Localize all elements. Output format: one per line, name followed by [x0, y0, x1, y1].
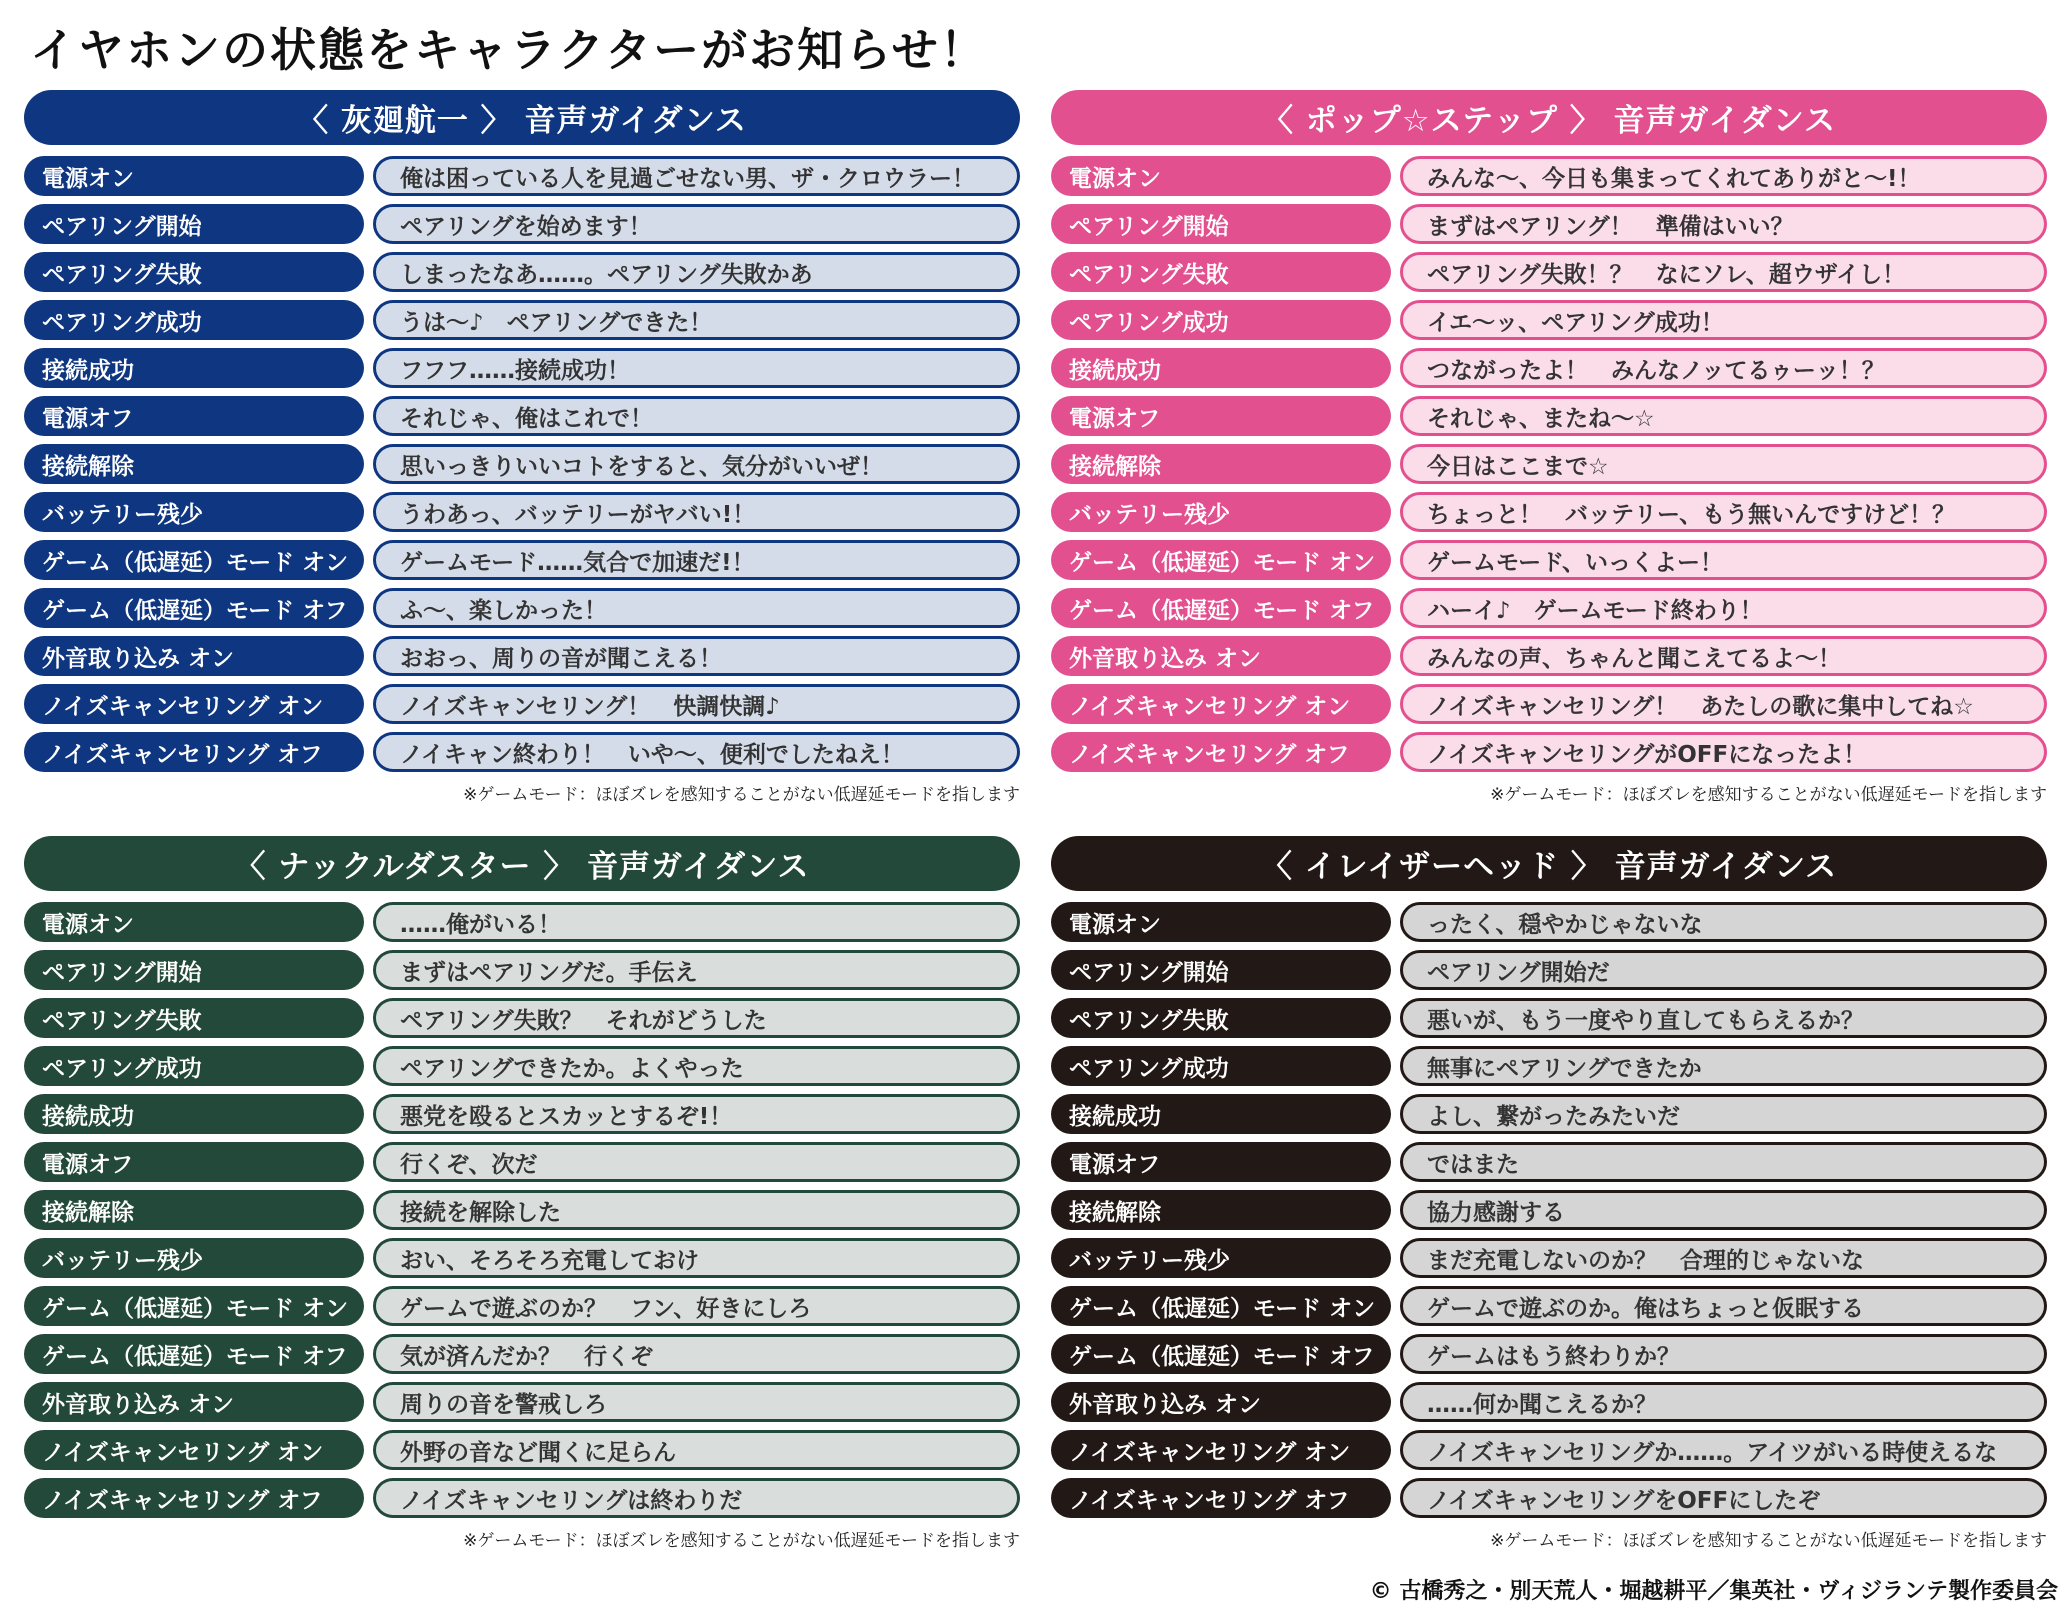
voice-line: 外野の音など聞くに足らん [373, 1430, 1020, 1470]
voice-line: 周りの音を警戒しろ [373, 1382, 1020, 1422]
voice-line: おおっ、周りの音が聞こえる！ [373, 636, 1020, 676]
guidance-row [1051, 1046, 2047, 1086]
event-label: ゲーム（低遅延）モード オフ [1051, 588, 1391, 628]
guidance-row [24, 444, 1020, 484]
voice-line: みんな～、今日も集まってくれてありがと～!！ [1400, 156, 2047, 196]
guidance-row [24, 348, 1020, 388]
voice-line: みんなの声、ちゃんと聞こえてるよ～！ [1400, 636, 2047, 676]
event-label: 電源オン [1051, 156, 1391, 196]
guidance-row [1051, 1334, 2047, 1374]
event-label: ノイズキャンセリング オフ [1051, 1478, 1391, 1518]
event-label: 電源オン [24, 156, 364, 196]
voice-line: ペアリングを始めます！ [373, 204, 1020, 244]
panel-header: 〈 灰廻航一 〉 音声ガイダンス [24, 90, 1020, 145]
voice-line: ノイズキャンセリング！ あたしの歌に集中してね☆ [1400, 684, 2047, 724]
voice-line: それじゃ、またね～☆ [1400, 396, 2047, 436]
event-label: 電源オフ [24, 1142, 364, 1182]
voice-line: ゲームモード……気合で加速だ!！ [373, 540, 1020, 580]
event-label: 電源オン [1051, 902, 1391, 942]
event-label: 接続解除 [1051, 1190, 1391, 1230]
voice-line: ペアリング失敗！？ なにソレ、超ウザイし！ [1400, 252, 2047, 292]
event-label: ペアリング成功 [1051, 300, 1391, 340]
voice-line: 悪党を殴るとスカッとするぞ!！ [373, 1094, 1020, 1134]
guidance-row [1051, 588, 2047, 628]
voice-line: ゲームはもう終わりか？ [1400, 1334, 2047, 1374]
event-label: ノイズキャンセリング オン [24, 684, 364, 724]
event-label: ペアリング成功 [24, 300, 364, 340]
event-label: 電源オフ [1051, 1142, 1391, 1182]
event-label: ゲーム（低遅延）モード オフ [1051, 1334, 1391, 1374]
voice-line: 気が済んだか？ 行くぞ [373, 1334, 1020, 1374]
guidance-row [1051, 396, 2047, 436]
guidance-row [1051, 732, 2047, 772]
voice-line: しまったなあ……。ペアリング失敗かあ [373, 252, 1020, 292]
voice-line: 悪いが、もう一度やり直してもらえるか？ [1400, 998, 2047, 1038]
guidance-row [24, 492, 1020, 532]
guidance-row [24, 156, 1020, 196]
event-label: ペアリング失敗 [24, 998, 364, 1038]
guidance-row [24, 204, 1020, 244]
guidance-row [1051, 492, 2047, 532]
event-label: 接続成功 [1051, 348, 1391, 388]
voice-line: ノイキャン終わり！ いや～、便利でしたねえ！ [373, 732, 1020, 772]
guidance-row [1051, 684, 2047, 724]
voice-line: うは～♪ ペアリングできた！ [373, 300, 1020, 340]
event-label: ペアリング開始 [1051, 204, 1391, 244]
event-label: バッテリー残少 [1051, 492, 1391, 532]
guidance-row [1051, 252, 2047, 292]
guidance-row [24, 1382, 1020, 1422]
guidance-row [24, 540, 1020, 580]
voice-line: つながったよ！ みんなノッてるゥーッ！？ [1400, 348, 2047, 388]
guidance-row [24, 300, 1020, 340]
guidance-row [1051, 204, 2047, 244]
voice-line: おい、そろそろ充電しておけ [373, 1238, 1020, 1278]
voice-line: ……何か聞こえるか？ [1400, 1382, 2047, 1422]
voice-line: ノイズキャンセリングは終わりだ [373, 1478, 1020, 1518]
voice-line: それじゃ、俺はこれで！ [373, 396, 1020, 436]
guidance-row [24, 1094, 1020, 1134]
event-label: ゲーム（低遅延）モード オフ [24, 1334, 364, 1374]
guidance-row [1051, 1286, 2047, 1326]
game-mode-note: ※ゲームモード：ほぼズレを感知することがない低遅延モードを指します [463, 1531, 1020, 1551]
voice-line: ペアリング失敗？ それがどうした [373, 998, 1020, 1038]
guidance-row [24, 950, 1020, 990]
guidance-row [24, 684, 1020, 724]
panel-header: 〈 イレイザーヘッド 〉 音声ガイダンス [1051, 836, 2047, 891]
event-label: 接続解除 [24, 444, 364, 484]
event-label: 外音取り込み オン [1051, 1382, 1391, 1422]
voice-line: ノイズキャンセリングがOFFになったよ！ [1400, 732, 2047, 772]
guidance-row [24, 252, 1020, 292]
guidance-row [24, 1142, 1020, 1182]
event-label: ペアリング失敗 [24, 252, 364, 292]
event-label: ペアリング開始 [24, 950, 364, 990]
guidance-row [1051, 1094, 2047, 1134]
event-label: バッテリー残少 [24, 492, 364, 532]
voice-line: ったく、穏やかじゃないな [1400, 902, 2047, 942]
event-label: ペアリング開始 [24, 204, 364, 244]
event-label: ノイズキャンセリング オフ [24, 1478, 364, 1518]
panel-header: 〈 ポップ☆ステップ 〉 音声ガイダンス [1051, 90, 2047, 145]
event-label: ゲーム（低遅延）モード オン [24, 1286, 364, 1326]
guidance-row [1051, 300, 2047, 340]
panel-header: 〈 ナックルダスター 〉 音声ガイダンス [24, 836, 1020, 891]
voice-line: 思いっきりいいコトをすると、気分がいいぜ！ [373, 444, 1020, 484]
voice-line: まだ充電しないのか？ 合理的じゃないな [1400, 1238, 2047, 1278]
guidance-row [24, 1046, 1020, 1086]
guidance-row [24, 636, 1020, 676]
event-label: ゲーム（低遅延）モード オン [1051, 1286, 1391, 1326]
guidance-row [24, 588, 1020, 628]
voice-line: ふ～、楽しかった！ [373, 588, 1020, 628]
voice-line: フフフ……接続成功！ [373, 348, 1020, 388]
guidance-row [1051, 1142, 2047, 1182]
voice-line: ちょっと！ バッテリー、もう無いんですけど！？ [1400, 492, 2047, 532]
guidance-row [24, 1334, 1020, 1374]
guidance-row [1051, 1478, 2047, 1518]
panel-eraserhead [1051, 836, 2047, 1551]
voice-line: ……俺がいる！ [373, 902, 1020, 942]
guidance-row [1051, 998, 2047, 1038]
voice-line: 俺は困っている人を見過ごせない男、ザ・クロウラー！ [373, 156, 1020, 196]
event-label: 接続成功 [24, 1094, 364, 1134]
voice-line: 協力感謝する [1400, 1190, 2047, 1230]
event-label: ペアリング成功 [24, 1046, 364, 1086]
voice-line: ペアリング開始だ [1400, 950, 2047, 990]
event-label: 電源オン [24, 902, 364, 942]
panel-haimawari-koichi [24, 90, 1020, 805]
voice-line: イエ～ッ、ペアリング成功！ [1400, 300, 2047, 340]
event-label: 電源オフ [1051, 396, 1391, 436]
page-title: イヤホンの状態をキャラクターがお知らせ！ [30, 23, 988, 77]
guidance-row [1051, 444, 2047, 484]
voice-line: ペアリングできたか。よくやった [373, 1046, 1020, 1086]
event-label: 外音取り込み オン [24, 1382, 364, 1422]
guidance-row [1051, 156, 2047, 196]
event-label: ゲーム（低遅延）モード オフ [24, 588, 364, 628]
guidance-row [1051, 1190, 2047, 1230]
guidance-row [24, 1430, 1020, 1470]
voice-line: 今日はここまで☆ [1400, 444, 2047, 484]
game-mode-note: ※ゲームモード：ほぼズレを感知することがない低遅延モードを指します [1490, 1531, 2047, 1551]
voice-line: ノイズキャンセリングをOFFにしたぞ [1400, 1478, 2047, 1518]
voice-line: ハーイ♪ ゲームモード終わり！ [1400, 588, 2047, 628]
voice-line: ノイズキャンセリングか……。アイツがいる時使えるな [1400, 1430, 2047, 1470]
event-label: バッテリー残少 [24, 1238, 364, 1278]
event-label: ノイズキャンセリング オン [1051, 1430, 1391, 1470]
event-label: ペアリング失敗 [1051, 998, 1391, 1038]
guidance-row [1051, 1238, 2047, 1278]
guidance-row [24, 732, 1020, 772]
event-label: ゲーム（低遅延）モード オン [1051, 540, 1391, 580]
event-label: 外音取り込み オン [1051, 636, 1391, 676]
guidance-row [1051, 348, 2047, 388]
panel-knuckleduster [24, 836, 1020, 1551]
guidance-row [24, 1238, 1020, 1278]
guidance-row [24, 1190, 1020, 1230]
guidance-row [24, 998, 1020, 1038]
event-label: 接続解除 [1051, 444, 1391, 484]
voice-line: ノイズキャンセリング！ 快調快調♪ [373, 684, 1020, 724]
guidance-row [24, 1286, 1020, 1326]
voice-line: よし、繋がったみたいだ [1400, 1094, 2047, 1134]
voice-line: ではまた [1400, 1142, 2047, 1182]
voice-line: ゲームモード、いっくよー！ [1400, 540, 2047, 580]
guidance-row [1051, 636, 2047, 676]
game-mode-note: ※ゲームモード：ほぼズレを感知することがない低遅延モードを指します [1490, 785, 2047, 805]
voice-line: まずはペアリングだ。手伝え [373, 950, 1020, 990]
guidance-row [24, 1478, 1020, 1518]
guidance-row [1051, 950, 2047, 990]
panel-pop-step [1051, 90, 2047, 805]
event-label: バッテリー残少 [1051, 1238, 1391, 1278]
guidance-row [24, 396, 1020, 436]
game-mode-note: ※ゲームモード：ほぼズレを感知することがない低遅延モードを指します [463, 785, 1020, 805]
event-label: ペアリング開始 [1051, 950, 1391, 990]
guidance-row [24, 902, 1020, 942]
event-label: 接続成功 [1051, 1094, 1391, 1134]
event-label: 接続解除 [24, 1190, 364, 1230]
voice-line: 行くぞ、次だ [373, 1142, 1020, 1182]
event-label: ノイズキャンセリング オフ [1051, 732, 1391, 772]
guidance-row [1051, 902, 2047, 942]
voice-line: うわあっ、バッテリーがヤバい!！ [373, 492, 1020, 532]
guidance-row [1051, 540, 2047, 580]
voice-line: まずはペアリング！ 準備はいい？ [1400, 204, 2047, 244]
event-label: ゲーム（低遅延）モード オン [24, 540, 364, 580]
event-label: 電源オフ [24, 396, 364, 436]
event-label: ペアリング失敗 [1051, 252, 1391, 292]
event-label: 外音取り込み オン [24, 636, 364, 676]
copyright: © 古橋秀之・別天荒人・堀越耕平／集英社・ヴィジランテ製作委員会 [1369, 1579, 2058, 1604]
event-label: ノイズキャンセリング オン [24, 1430, 364, 1470]
event-label: ノイズキャンセリング オフ [24, 732, 364, 772]
voice-line: 無事にペアリングできたか [1400, 1046, 2047, 1086]
guidance-row [1051, 1430, 2047, 1470]
event-label: ノイズキャンセリング オン [1051, 684, 1391, 724]
voice-line: ゲームで遊ぶのか。俺はちょっと仮眠する [1400, 1286, 2047, 1326]
event-label: 接続成功 [24, 348, 364, 388]
voice-line: 接続を解除した [373, 1190, 1020, 1230]
voice-line: ゲームで遊ぶのか？ フン、好きにしろ [373, 1286, 1020, 1326]
event-label: ペアリング成功 [1051, 1046, 1391, 1086]
guidance-row [1051, 1382, 2047, 1422]
